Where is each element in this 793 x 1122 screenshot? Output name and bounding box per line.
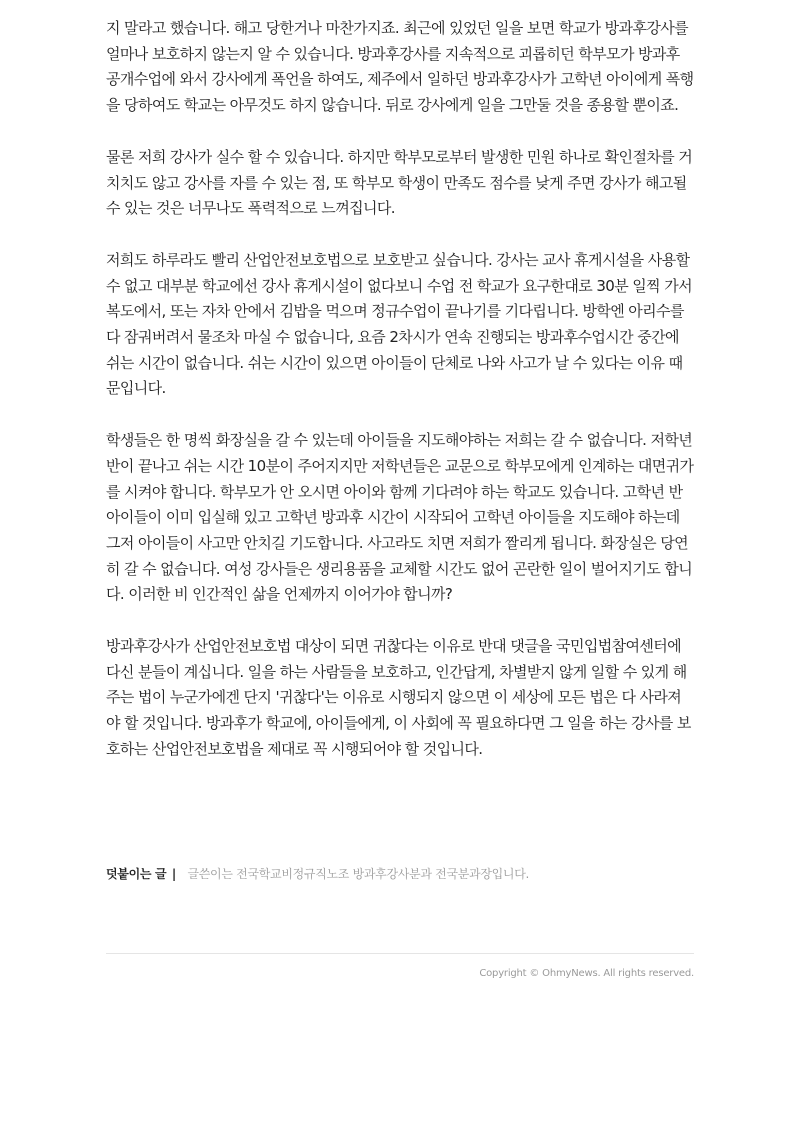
copyright-notice: Copyright © OhmyNews. All rights reserved. — [479, 968, 694, 979]
article-paragraph: 물론 저희 강사가 실수 할 수 있습니다. 하지만 학부모로부터 발생한 민원 하나로 확인절차를 거치치도 않고 강사를 자를 수 있는 점, 또 학부모 학생이 만족도 점수를 낮게 주면 강사가 해고될 수 있는 것은 너무나도 폭력적으로 느껴집니다. — [106, 147, 693, 218]
article-paragraph: 방과후강사가 산업안전보호법 대상이 되면 귀찮다는 이유로 반대 댓글을 국민입법참여센터에 다신 분들이 계십니다. 일을 하는 사람들을 보호하고, 인간답게, 차별받지 않게 일할 수 있게 해주는 법이 누군가에겐 단지 '귀찮다'는 이유로 시행되지 않으면 이 세상에 모든 법은 다 사라져야 할 것입니다. 방과후가 학교에, 아이들에게, 이 사회에 꼭 필요하다면 그 일을 하는 강사를 보호하는 산업안전보호법을 제대로 꼭 시행되어야 할 것입니다. — [106, 637, 691, 758]
author-addendum — [106, 864, 694, 884]
addendum-label: 덧붙이는 글 — [106, 867, 167, 881]
addendum-text: 글쓴이는 전국학교비정규직노조 방과후강사분과 전국분과장입니다. — [187, 867, 529, 881]
addendum-separator: | — [171, 867, 176, 881]
article-paragraph: 학생들은 한 명씩 화장실을 갈 수 있는데 아이들을 지도해야하는 저희는 갈 수 없습니다. 저학년 반이 끝나고 쉬는 시간 10분이 주어지지만 저학년들은 교문으로 학부모에게 인계하는 대면귀가를 시켜야 합니다. 학부모가 안 오시면 아이와 함께 기다려야 하는 학교도 있습니다. 고학년 반 아이들이 이미 입실해 있고 고학년 방과후 시간이 시작되어 고학년 아이들을 지도해야 하는데 그저 아이들이 사고만 안치길 기도합니다. 사고라도 치면 저희가 짤리게 됩니다. 화장실은 당연히 갈 수 없습니다. 여성 강사들은 생리용품을 교체할 시간도 없어 곤란한 일이 벌어지기도 합니다. 이러한 비 인간적인 삶을 언제까지 이어가야 합니까? — [106, 431, 694, 604]
article-body — [106, 16, 694, 789]
article-paragraph: 지 말라고 했습니다. 해고 당한거나 마찬가지죠. 최근에 있었던 일을 보면 학교가 방과후강사를 얼마나 보호하지 않는지 알 수 있습니다. 방과후강사를 지속적으로 괴롭히던 학부모가 방과후 공개수업에 와서 강사에게 폭언을 하여도, 제주에서 일하던 방과후강사가 고학년 아이에게 폭행을 당하여도 학교는 아무것도 하지 않습니다. 뒤로 강사에게 일을 그만둘 것을 종용할 뿐이죠. — [106, 19, 694, 115]
footer-divider — [106, 953, 694, 954]
article-paragraph: 저희도 하루라도 빨리 산업안전보호법으로 보호받고 싶습니다. 강사는 교사 휴게시설을 사용할 수 없고 대부분 학교에선 강사 휴게시설이 없다보니 수업 전 학교가 요구한대로 30분 일찍 가서 복도에서, 또는 자차 안에서 김밥을 먹으며 정규수업이 끝나기를 기다립니다. 방학엔 아리수를 다 잠궈버려서 물조차 마실 수 없습니다, 요즘 2차시가 연속 진행되는 방과후수업시간 중간에 쉬는 시간이 없습니다. 쉬는 시간이 있으면 아이들이 단체로 나와 사고가 날 수 있다는 이유 때문입니다. — [106, 250, 693, 398]
